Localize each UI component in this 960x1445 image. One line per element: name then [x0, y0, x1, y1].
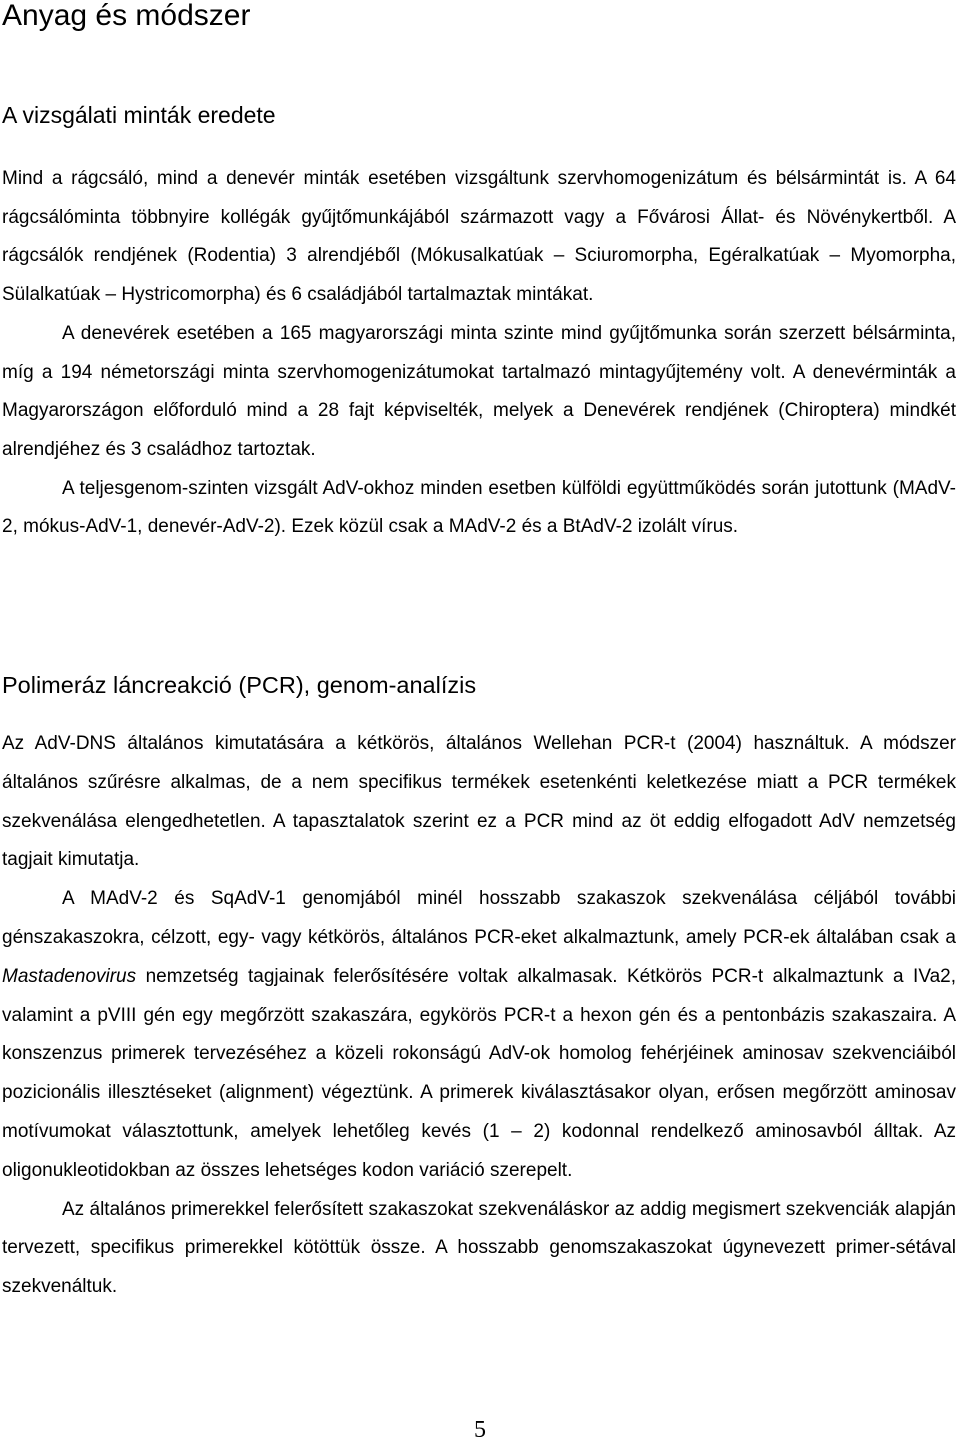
paragraph: Az AdV-DNS általános kimutatására a kétkörös, általános Wellehan PCR-t (2004) használtuk. A módszer általános szűrésre alkalmas, de a nem specifikus termékek esetenkénti keletkezése miatt a PCR termékek szekvenálása elengedhetetlen. A tapasztalatok szerint ez a PCR mind az öt eddig elfogadott AdV nemzetség tagjait kimutatja. — [2, 733, 956, 871]
paragraph — [2, 880, 956, 1190]
section-body-pcr — [2, 725, 956, 1307]
paragraph-text: A MAdV-2 és SqAdV-1 genomjából minél hosszabb szakaszok szekvenálása céljából további génszakaszokra, célzott, egy- vagy kétkörös, általános PCR-eket alkalmaztunk, amely PCR-ek általában csak a — [2, 888, 956, 948]
paragraph: A denevérek esetében a 165 magyarországi minta szinte mind gyűjtőmunka során szerzett bélsárminta, míg a 194 németországi minta szervhomogenizátumokat tartalmazó mintagyűjtemény volt. A denevérminták a Magyarországon előforduló mind a 28 fajt képviselték, melyek a Denevérek rendjének (Chiroptera) mindkét alrendjéhez és 3 családhoz tartoztak. — [2, 322, 956, 460]
section-heading-samples: A vizsgálati minták eredete — [2, 102, 276, 128]
paragraph: Mind a rágcsáló, mind a denevér minták esetében vizsgáltunk szervhomogenizátum és bélsármintát is. A 64 rágcsálóminta többnyire kollégák gyűjtőmunkájából származott vagy a Fővárosi Állat- és Növénykertből. A rágcsálók rendjének (Rodentia) 3 alrendjéből (Mókusalkatúak – Sciuromorpha, Egéralkatúak – Myomorpha, Sülalkatúak – Hystricomorpha) és 6 családjából tartalmaztak mintákat. — [2, 168, 956, 306]
page-title: Anyag és módszer — [2, 0, 251, 32]
paragraph-text: nemzetség tagjainak felerősítésére voltak alkalmasak. Kétkörös PCR-t alkalmaztunk a IVa2, valamint a pVIII gén egy megőrzött szakaszára, egykörös PCR-t a hexon gén és a pentonbázis szakaszaira. A konszenzus primerek tervezéséhez a közeli rokonságú AdV-ok homolog fehérjéinek aminosav szekvenciáiból pozicionális illesztéseket (alignment) végeztünk. A primerek kiválasztásakor olyan, erősen megőrzött aminosav motívumokat választottunk, amelyek lehetőleg kevés (1 – 2) kodonnal rendelkező aminosavból álltak. Az oligonukleotidokban az összes lehetséges kodon variáció szerepelt. — [2, 965, 956, 1181]
section-heading-pcr: Polimeráz láncreakció (PCR), genom-analízis — [2, 672, 477, 698]
page-number: 5 — [474, 1417, 486, 1443]
section-body-samples — [2, 160, 956, 547]
paragraph: Az általános primerekkel felerősített szakaszokat szekvenáláskor az addig megismert szekvenciák alapján tervezett, specifikus primerekkel kötöttük össze. A hosszabb genomszakaszokat úgynevezett primer-sétával szekvenáltuk. — [2, 1198, 956, 1298]
genus-name-italic: Mastadenovirus — [2, 965, 137, 987]
paragraph: A teljesgenom-szinten vizsgált AdV-okhoz minden esetben külföldi együttműködés során jutottunk (MAdV-2, mókus-AdV-1, denevér-AdV-2). Ezek közül csak a MAdV-2 és a BtAdV-2 izolált vírus. — [2, 477, 956, 538]
